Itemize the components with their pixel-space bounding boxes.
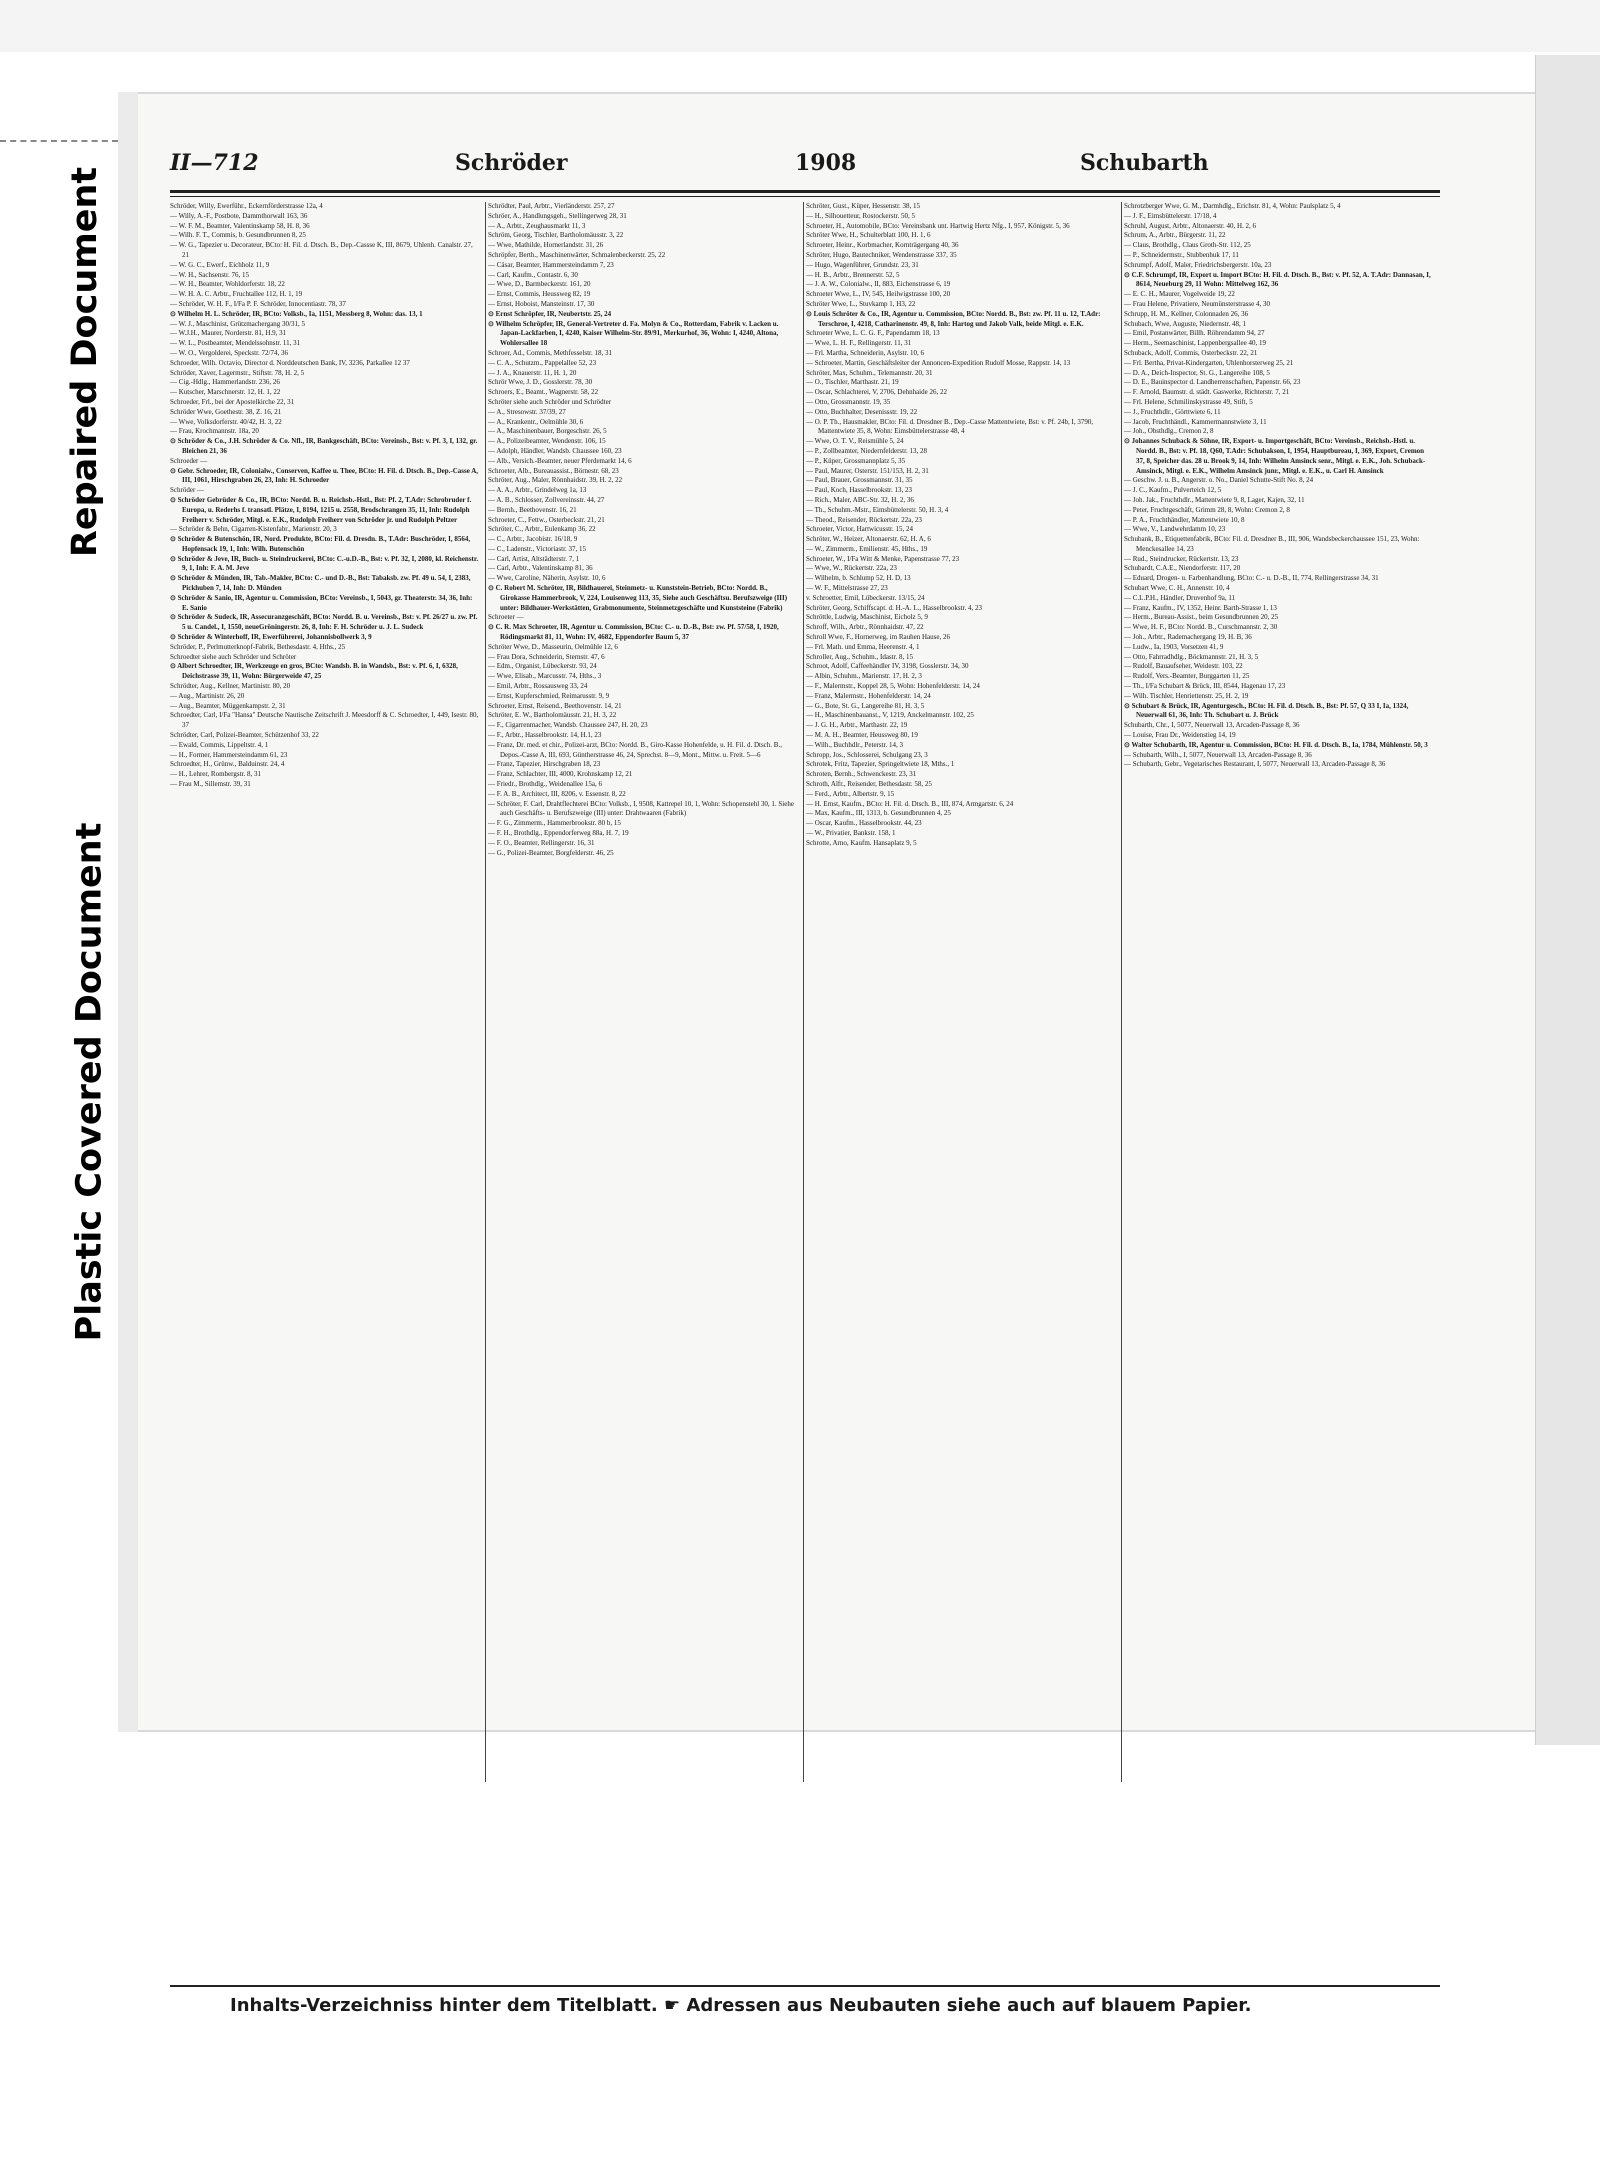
directory-entry: — F. A. B., Architect, III, 8206, v. Essenstr. 8, 22 xyxy=(488,789,626,798)
directory-entry: — E. C. H., Maurer, Vogelweide 19, 22 xyxy=(1124,290,1235,299)
directory-entry: Schroten, Bernh., Schwenckestr. 23, 31 xyxy=(806,770,917,779)
directory-entry: — Paul, Brauer, Grossmannstr. 31, 35 xyxy=(806,476,913,485)
directory-entry: — Cäsar, Beamter, Hammersteindamm 7, 23 xyxy=(488,260,614,269)
column-4 xyxy=(1124,202,1434,1992)
directory-entry: — Joh., Arbtr., Rademachergang 19, H. B, 36 xyxy=(1124,633,1252,642)
directory-entry: ⊙ Albert Schroedter, IR, Werkzeuge en gros, BCto: Wandsb. B. in Wandsb., Bst: v. Pf. 6, I, 6328, Deichstrasse 39, 11, Wohn: Bürgerweide 47, 25 xyxy=(170,662,458,681)
directory-entry: — F., Cigarrenmacher, Wandsb. Chaussee 247, H. 20, 23 xyxy=(488,721,648,730)
directory-entry: — Wwe, V., Landwehrdamm 10, 23 xyxy=(1124,525,1226,534)
directory-entry: Schroedter siehe auch Schröder und Schröter xyxy=(170,652,297,661)
directory-entry: — W. H., Sachsenstr. 76, 15 xyxy=(170,270,249,279)
directory-entry: — Paul, Koch, Hasselbrookstr. 13, 23 xyxy=(806,486,912,495)
directory-entry: — Max, Kaufm., III, 1313, b. Gesundbrunnen 4, 25 xyxy=(806,809,951,818)
directory-entry: — Franz, Dr. med. et chir., Polizei-arzt, BCto: Nordd. B., Giro-Kasse Hohenfelde, u. H. Fil. d. Dtsch. B., Depos.-Casse A, III, 693, Güntherstrasse 46, 24, Sprechst. 8—9, Mont., Mittw. u. Freit. 5—6 xyxy=(488,740,782,759)
directory-entry: — A. A., Arbtr., Grindelweg 1a, 13 xyxy=(488,486,587,495)
directory-entry: Schröer, A., Handlungsgeh., Stellingerweg 28, 31 xyxy=(488,211,627,220)
directory-entry: — Rudolf, Vers.-Beamter, Burggarten 11, 25 xyxy=(1124,672,1250,681)
directory-entry: — W., Zimmerm., Emilienstr. 45, Hths., 19 xyxy=(806,544,928,553)
directory-entry: Schrör Wwe, J. D., Gosslerstr. 78, 30 xyxy=(488,378,593,387)
directory-entry: — Herm., Seemaschinist, Lappenbergsallee 40, 19 xyxy=(1124,339,1266,348)
directory-entry: — D. E., Bauinspector d. Landherrenschaften, Papenstr. 66, 23 xyxy=(1124,378,1301,387)
directory-entry: — Louise, Frau Dr., Weidenstieg 14, 19 xyxy=(1124,731,1236,740)
directory-entry: ⊙ Johannes Schuback & Söhne, IR, Export- u. Importgeschäft, BCto: Vereinsb., Reichsb.-Hstl. u. Nordd. B., Bst: v. Pf. 18, Q60, T.Adr: Schubakson, I, 1954, Hauptbureau, I, 369, Export, Cremon 37, 8, Speicher das. 28 u. Brook 9, 14, Inh: Wilhelm Amsinck senr., Mitgl. e. E.K., Joh. Schuback-Amsinck, Mitgl. e. E.K., Wilhelm Amsinck junr., Mitgl. e. E.K., u. Carl H. Amsinck xyxy=(1124,437,1426,475)
directory-entry: ⊙ Schröder & Münden, IR, Tab.-Makler, BCto: C.- und D.-B., Bst: Tabaksb. zw. Pf. 49 u. 54, I, 2383, Pickhuben 7, 14, Inh: D. Münden xyxy=(170,574,471,593)
directory-columns xyxy=(170,202,1440,1992)
directory-entry: — Ferd., Arbtr., Albertstr. 9, 15 xyxy=(806,789,895,798)
plastic-covered-document-label: Plastic Covered Document xyxy=(69,822,110,1342)
directory-entry: — J. A. W., Colonialw., II, 883, Eichenstrasse 6, 19 xyxy=(806,280,951,289)
directory-entry: — H., Former, Hammersteindamm 61, 23 xyxy=(170,750,288,759)
directory-entry: Schroot, Adolf, Caffeehändler IV, 3198, Gosslerstr. 34, 30 xyxy=(806,662,969,671)
directory-entry: — C., Arbtr., Jacobistr. 16/18, 9 xyxy=(488,535,578,544)
directory-entry: — Frl. Math. und Emma, Heerenstr. 4, 1 xyxy=(806,642,920,651)
directory-entry: — F., Malermstr., Koppel 28, 5, Wohn: Hohenfelderstr. 14, 24 xyxy=(806,682,980,691)
directory-entry: — Frau Helene, Privatiere, Neumünsterstrasse 4, 30 xyxy=(1124,299,1270,308)
directory-entry: — D. A., Deich-Inspector, St. G., Langereihe 108, 5 xyxy=(1124,368,1270,377)
directory-entry: — F., Arbtr., Hasselbrookstr. 14, H.1, 23 xyxy=(488,731,602,740)
directory-entry: — H. Ernst, Kaufm., BCto: H. Fil. d. Dtsch. B., III, 874, Armgartstr. 6, 24 xyxy=(806,799,1014,808)
directory-entry: — A., Arbtr., Zeughausmarkt 11, 3 xyxy=(488,221,586,230)
directory-entry: Schrotzberger Wwe, G. M., Darmhdlg., Erichstr. 81, 4, Wohn: Paulsplatz 5, 4 xyxy=(1124,202,1341,210)
directory-entry: — Willy, A.-F., Postbote, Dammthorwall 163, 36 xyxy=(170,211,308,220)
directory-entry: Schrumpf, Adolf, Maler, Friedrichsbergerstr. 10a, 23 xyxy=(1124,260,1272,269)
directory-entry: — J. F., Eimsbüttelerstr. 17/18, 4 xyxy=(1124,211,1217,220)
directory-entry: — G., Bote, St. G., Langereihe 81, H. 3, 5 xyxy=(806,701,925,710)
directory-entry: — Th., I/Fa Schubart & Brück, III, 8544, Hagenau 17, 23 xyxy=(1124,682,1286,691)
directory-entry: — Wwe, W., Rückertstr. 22a, 23 xyxy=(806,564,897,573)
directory-entry: — Wilhelm, b. Schlump 52, H. D, 13 xyxy=(806,574,911,583)
directory-entry: — C. A., Schutzm., Pappelallee 52, 23 xyxy=(488,358,597,367)
directory-entry: — O. P. Th., Hausmakler, BCto: Fil. d. Dresdner B., Dep.-Casse Mattentwiete, Bst: v. Pf. 24b, I, 3790, Mattentwiete 35, 8, Wohn: Eimsbüttelerstrasse 48, 4 xyxy=(806,417,1094,436)
directory-entry: — W. F., Mittelstrasse 27, 23 xyxy=(806,584,888,593)
directory-entry: — Wwe, H. F., BCto: Nordd. B., Curschmannstr. 2, 30 xyxy=(1124,623,1278,632)
footer-rule xyxy=(170,1985,1440,1987)
directory-entry: — Aug., Beamter, Müggenkampstr. 2, 31 xyxy=(170,701,286,710)
directory-entry: — A., Maschinenbauer, Borgeschstr. 26, 5 xyxy=(488,427,607,436)
directory-entry: — Franz, Kaufm., IV, 1352, Heinr. Barth-Strasse 1, 13 xyxy=(1124,603,1277,612)
directory-entry: — Th., Schuhm.-Mstr., Eimsbüttelerstr. 50, H. 3, 4 xyxy=(806,505,949,514)
directory-entry: Schroeter, W., I/Fa Witt & Menke, Papenstrasse 77, 23 xyxy=(806,554,960,563)
directory-entry: ⊙ Walter Schubarth, IR, Agentur u. Commission, BCto: H. Fil. d. Dtsch. B., Ia, 1784, Mühlenstr. 50, 3 xyxy=(1124,740,1428,749)
directory-entry: — Franz, Schlachter, III, 4000, Krohnskamp 12, 21 xyxy=(488,770,633,779)
directory-entry: — Peter, Fruchtgeschäft, Grimm 28, 8, Wohn: Cremon 2, 8 xyxy=(1124,505,1290,514)
directory-entry: ⊙ Schröder & Jeve, IR, Buch- u. Steindruckerei, BCto: C.-u.D.-B., Bst: v. Pf. 32, I, 2080, kl. Reichenstr. 9, 1, Inh: F. A. M. Jeve xyxy=(170,554,479,573)
footer-note: Inhalts-Verzeichniss hinter dem Titelblatt. ☛ Adressen aus Neubauten siehe auch auf blauem Papier. xyxy=(230,1995,1252,2016)
directory-entry: — Frl. Martha, Schneiderin, Asylstr. 10, 6 xyxy=(806,348,925,357)
directory-entry: — Oscar, Schlachterei, V, 2706, Dehnhaide 26, 22 xyxy=(806,388,947,397)
directory-entry: — Albin, Schuhm., Marienstr. 17, H. 2, 3 xyxy=(806,672,922,681)
directory-entry: — P., Küper, Grossmannplatz 5, 35 xyxy=(806,456,906,465)
directory-entry: Schröter Wwe, L., Stuvkamp 1, H3, 22 xyxy=(806,299,916,308)
column-2 xyxy=(488,202,798,1992)
page-header xyxy=(170,150,1440,186)
directory-entry: — Ernst, Hoboist, Mansteinstr. 17, 30 xyxy=(488,299,595,308)
directory-entry: — P. A., Fruchthändler, Mattentwiete 10, 8 xyxy=(1124,515,1245,524)
directory-entry: Schuback, Adolf, Commis, Osterbeckstr. 22, 21 xyxy=(1124,348,1258,357)
directory-entry: — Schubarth, Wilh., I, 5077, Neuerwall 13, Arcaden-Passage 8, 36 xyxy=(1124,750,1312,759)
directory-entry: — Carl, Kaufm., Contastr. 6, 30 xyxy=(488,270,578,279)
directory-entry: — C.L.P.H., Händler, Druvenhof 9a, 11 xyxy=(1124,593,1236,602)
directory-entry: Schrupp, H. M., Kellner, Colonnaden 26, 36 xyxy=(1124,309,1249,318)
directory-entry: Schubank, B., Etiquettenfabrik, BCto: Fil. d. Dresdner B., III, 906, Wandsbeckerchaussee 151, 23, Wohn: Menckesallee 14, 23 xyxy=(1124,535,1420,553)
directory-entry: — W.J.H., Maurer, Norderstr. 81, H.9, 31 xyxy=(170,329,287,338)
directory-entry: Schroll Wwe, F., Hornerweg, im Rauhen Hause, 26 xyxy=(806,633,950,642)
directory-entry: Schroeter, H., Automobile, BCto: Vereinsbank unt. Hartwig Hertz Nfg., I, 957, Königstr. 5, 36 xyxy=(806,221,1070,230)
directory-entry: Schroeter — xyxy=(488,613,524,622)
directory-entry: — Wwe, Volksdorferstr. 40/42, H. 3, 22 xyxy=(170,417,282,426)
directory-entry: — J. C., Kaufm., Pulverteich 12, 5 xyxy=(1124,486,1222,495)
directory-entry: — Wilh., Buchhdlr., Peterstr. 14, 3 xyxy=(806,740,904,749)
directory-entry: — Oscar, Kaufm., Hasselbrookstr. 44, 23 xyxy=(806,819,922,828)
directory-entry: — Franz, Tapezier, Hirschgraben 18, 23 xyxy=(488,760,601,769)
directory-entry: — Wwe, D., Barmbeckerstr. 161, 20 xyxy=(488,280,591,289)
column-divider xyxy=(485,202,486,1782)
directory-entry: Schroers, E., Beamt., Wagnerstr. 58, 22 xyxy=(488,388,599,397)
directory-entry: Schröter, E. W., Bartholomäusstr. 21, H. 3, 22 xyxy=(488,711,617,720)
directory-entry: — H., Silhouetteur, Rostockerstr. 50, 5 xyxy=(806,211,915,220)
directory-entry: ⊙ Schröder & Sudeck, IR, Assecuranzgeschäft, BCto: Nordd. B. u. Vereinsb., Bst: v. Pf. 26/27 u. zw. Pf. 5 u. Candel., I, 1550, neueGröningerstr. 26, 8, Inh: F. H. Schröder u. J. L. Sudeck xyxy=(170,613,478,632)
directory-entry: — O., Tischler, Marthastr. 21, 19 xyxy=(806,378,899,387)
directory-entry: ⊙ Schröder & Butenschön, IR, Nord. Produkte, BCto: Fil. d. Dresdn. B., T.Adr: Buschröder, I, 8564, Hopfensack 19, 1, Inh: Wilh. Butenschön xyxy=(170,535,471,553)
directory-entry: Schrödter, Carl, Polizei-Beamter, Schützenhof 33, 22 xyxy=(170,731,319,740)
directory-entry: ⊙ Schröder & Co., J.H. Schröder & Co. Nfl., IR, Bankgeschäft, BCto: Vereinsb., Bst: v. Pf. 3, I, 132, gr. Bleichen 21, 36 xyxy=(170,437,478,455)
directory-entry: — G., Polizei-Beamter, Borgfelderstr. 46, 25 xyxy=(488,848,614,857)
directory-entry: ⊙ C. Robert M. Schröter, IR, Bildhauerei, Steinmetz- u. Kunststein-Betrieb, BCto: Nordd. B., Girokasse Hammerbrook, V, 224, Louisenweg 113, 35, Siehe auch Geschäftsu. Berufszweige (III) unter: Bildhauer-Werkstätten, Grabmonumente, Steinmetzgeschäfte und Kunststeine (Fabrik) xyxy=(488,584,788,612)
directory-entry: — Joh. Jak., Fruchthdlr., Mattentwiete 9, 8, Lager, Kajen, 32, 11 xyxy=(1124,495,1305,504)
directory-entry: ⊙ Gebr. Schroeder, IR, Colonialw., Conserven, Kaffee u. Thee, BCto: H. Fil. d. Dtsch. B., Dep.-Casse A, III, 1061, Hirschgraben 26, 23, Inh: H. Schroeder xyxy=(170,466,479,485)
directory-entry: — W. F. M., Beamter, Valentinskamp 58, H. 8, 36 xyxy=(170,221,310,230)
directory-entry: Schubach, Wwe, Auguste, Niedernstr. 48, 1 xyxy=(1124,319,1246,328)
directory-entry: — Emil, Postanwärter, Billh. Röhrendamm 94, 27 xyxy=(1124,329,1265,338)
directory-entry: ⊙ Ernst Schröpfer, IR, Neubertstr. 25, 24 xyxy=(488,309,612,318)
directory-entry: — C., Ladenstr., Victoriastr. 37, 15 xyxy=(488,544,587,553)
directory-entry: Schroeter, Alb., Bureauassist., Börnestr. 68, 23 xyxy=(488,466,619,475)
header-rule-thick xyxy=(170,190,1440,193)
directory-entry: — W. J., Maschinist, Grützmachergang 30/31, 5 xyxy=(170,319,305,328)
directory-entry: Schröter Wwe, H., Schulterblatt 100, H. 1, 6 xyxy=(806,231,931,240)
directory-entry: — Adolph, Händler, Wandsb. Chaussee 160, 23 xyxy=(488,446,622,455)
directory-entry: — Schröder, W. H. F., I/Fa P. F. Schröder, Innocentiastr. 78, 37 xyxy=(170,299,346,308)
directory-entry: — F. G., Zimmerm., Hammerbrookstr. 80 b, 15 xyxy=(488,819,621,828)
directory-entry: Schröder, P., Perlmutterknopf-Fabrik, Bethesdastr. 4, Hths., 25 xyxy=(170,642,346,651)
directory-entry: Schröter, Gust., Küper, Hessenstr. 38, 15 xyxy=(806,202,920,210)
scan-top-shade xyxy=(0,0,1600,52)
directory-entry: — A., Stresowstr. 37/39, 27 xyxy=(488,407,566,416)
directory-entry: Schröder, Willy, Ewerführ., Eckernförderstrasse 12a, 4 xyxy=(170,202,323,210)
directory-entry: Schrotte, Arno, Kaufm. Hansaplatz 9, 5 xyxy=(806,838,917,847)
directory-entry: Schroeter, Ernst, Reisend., Beethovenstr. 14, 21 xyxy=(488,701,622,710)
page-binding-edge xyxy=(118,92,138,1732)
directory-entry: — Alb., Versich.-Beamter, neuer Pferdemarkt 14, 6 xyxy=(488,456,632,465)
directory-entry: Schubart Wwe, C. H., Annenstr. 10, 4 xyxy=(1124,584,1230,593)
directory-entry: ⊙ C.F. Schrumpf, IR, Export u. Import BCto: H. Fil. d. Dtsch. B., Bst: v. Pf. 52, A. T.Adr: Dannasan, I, 8614, Neueburg 29, 11 Wohn: Mittelweg 162, 36 xyxy=(1124,270,1431,289)
page-number: II—712 xyxy=(170,150,259,176)
directory-entry: Schröter, W., Heizer, Altonaerstr. 62, H. A, 6 xyxy=(806,535,931,544)
directory-entry: Schröttle, Ludwig, Maschinist, Eicholz 5, 9 xyxy=(806,613,928,622)
directory-entry: — A. B., Schlosser, Zollvereinsstr. 44, 27 xyxy=(488,495,605,504)
directory-entry: — Ewald, Commis, Lippeltstr. 4, 1 xyxy=(170,740,269,749)
directory-entry: Schroeter, C., Fettw., Osterbeckstr. 21, 21 xyxy=(488,515,605,524)
directory-entry: — Frau M., Sillemstr. 39, 31 xyxy=(170,780,251,789)
directory-entry: — Edm., Organist, Lübeckerstr. 93, 24 xyxy=(488,662,597,671)
directory-entry: Schröpfer, Berth., Maschinenwärter, Schmalenbeckerstr. 25, 22 xyxy=(488,250,666,259)
directory-entry: ⊙ Schröder & Sanio, IR, Agentur u. Commission, BCto: Vereinsb., I, 5043, gr. Theaterstr. 34, 36, Inh: E. Sanio xyxy=(170,593,473,612)
directory-entry: — Schröter, F. Carl, Drahtflechterei BCto: Volksb., I, 9508, Kattrepel 10, 1, Wohn: Schopenstehl 30, 1. Siehe auch Geschäfts- u. Berufszweige (III) unter: Drahtwaaren (Fabrik) xyxy=(488,799,794,818)
column-1 xyxy=(170,202,480,1992)
directory-entry: Schröter, Georg, Schiffscapt. d. H.-A. L., Hasselbrookstr. 4, 23 xyxy=(806,603,982,612)
directory-entry: Schröter, Hugo, Bautechniker, Wendenstrasse 337, 35 xyxy=(806,250,957,259)
directory-entry: — Herm., Bureau-Assist., beim Gesundbrunnen 20, 25 xyxy=(1124,613,1279,622)
directory-entry: Schrum, A., Arbtr., Bürgerstr. 11, 22 xyxy=(1124,231,1226,240)
directory-entry: — Schröder & Behn, Cigarren-Kistenfabr., Marienstr. 20, 3 xyxy=(170,525,337,534)
directory-entry: — Schubarth, Gebr., Vegetarisches Restaurant, I, 5077, Neuerwall 13, Arcaden-Passage 8, 36 xyxy=(1124,760,1386,769)
directory-entry: Schroeder — xyxy=(170,456,208,465)
directory-entry: — Wwe, O. T. V., Reismühle 5, 24 xyxy=(806,437,904,446)
directory-entry: Schroeter Wwe, L., IV, 545, Heilwigstrasse 100, 20 xyxy=(806,290,951,299)
directory-entry: Schroeter, Heinr., Korbmacher, Kornträgergang 40, 36 xyxy=(806,241,959,250)
header-name-from: Schröder xyxy=(455,150,568,176)
directory-entry: Schroedter, Carl, I/Fa "Hansa" Deutsche Nautische Zeitschrift J. Meesdorff & C. Schroedter, I, 449, Isestr. 80, 37 xyxy=(170,711,479,730)
directory-entry: — Aug., Martinistr. 26, 20 xyxy=(170,691,245,700)
directory-entry: Schröder — xyxy=(170,486,205,495)
directory-entry: — W. L., Postbeamter, Mendelssohnstr. 11, 31 xyxy=(170,339,301,348)
directory-entry: — J. G. H., Arbtr., Marthastr. 22, 19 xyxy=(806,721,908,730)
directory-entry: — Emil, Arbtr., Rossausweg 33, 24 xyxy=(488,682,588,691)
directory-entry: ⊙ Schröder Gebrüder & Co., IR, BCto: Nordd. B. u. Reichsb.-Hstl., Bst: Pf. 2, T.Adr: Schrobruder f. Europa, u. Rederhs f. transatl. Plätze, I, 8194, 1215 u. 2558, Brodschrangen 35, 11, Inh: Rudolph Freiherr v. Schröder, Mitgl. e. E.K., Rudolph Freiherr von Schröder jr. und Rudolph Peltzer xyxy=(170,495,472,524)
directory-entry: Schropp, Jos., Schlosserei, Schulgang 23, 3 xyxy=(806,750,928,759)
directory-entry: — W. G., Tapezier u. Decorateur, BCto: H. Fil. d. Dtsch. B., Dep.-Cassse K, III, 8679, Uhlenh. Canalstr. 27, 21 xyxy=(170,241,473,259)
directory-entry: Schröter, Max, Schuhm., Telemannstr. 20, 31 xyxy=(806,368,933,377)
directory-entry: — Friedr., Brothdlg., Weidenallee 15a, 6 xyxy=(488,780,603,789)
directory-entry: — Ludw., Ia, 1903, Vorsetzen 41, 9 xyxy=(1124,642,1224,651)
directory-entry: — Geschw. J. u. B., Angerstr. o. No., Daniel Schutte-Stift No. 8, 24 xyxy=(1124,476,1314,485)
directory-entry: — F. Arnold, Baumstr. d. städt. Gaswerke, Richterstr. 7, 21 xyxy=(1124,388,1290,397)
directory-entry: — Otto, Fahrradhdlg., Böckmannstr. 21, H. 3, 5 xyxy=(1124,652,1259,661)
directory-entry: — Wilh. Tischler, Henriettenstr. 25, H. 2, 19 xyxy=(1124,691,1249,700)
directory-entry: ⊙ Schubart & Brück, IR, Agenturgesch., BCto: H. Fil. d. Dtsch. B., Bst: Pf. 57, Q 33 I, Ia, 1324, Neuerwall 61, 36, Inh: Th. Schubart u. J. Brück xyxy=(1124,701,1409,720)
directory-entry: Schrödter, Aug., Kellner, Martinistr. 80, 20 xyxy=(170,682,291,691)
directory-entry: — H., Lehrer, Rombergstr. 8, 31 xyxy=(170,770,261,779)
directory-entry: — Otto, Buchhalter, Desenissstr. 19, 22 xyxy=(806,407,918,416)
directory-entry: — Frl. Bertha, Privat-Kindergarten, Uhlenhorsterweg 25, 21 xyxy=(1124,358,1294,367)
directory-entry: Schrotek, Fritz, Tapezier, Springeltwiete 18, Mths., 1 xyxy=(806,760,955,769)
directory-entry: — Wwe, Elisab., Marcusstr. 74, Hths., 3 xyxy=(488,672,602,681)
directory-entry: Schrödter, Paul, Arbtr., Vierländerstr. 257, 27 xyxy=(488,202,615,210)
directory-entry: — J., Fruchthdlr., Görttwiete 6, 11 xyxy=(1124,407,1221,416)
directory-entry: — Wilh. F. T., Commis, b. Gesundbrunnen 8, 25 xyxy=(170,231,306,240)
directory-entry: — A., Polizeibeamter, Wendenstr. 106, 15 xyxy=(488,437,606,446)
directory-entry: — Kutscher, Marschnerstr. 12, H. 1, 22 xyxy=(170,388,281,397)
directory-entry: — Frau Dora, Schneiderin, Sternstr. 47, 6 xyxy=(488,652,605,661)
directory-entry: — Jacob, Fruchthändl., Kammermannstwiete 3, 11 xyxy=(1124,417,1267,426)
directory-entry: — Eduard, Drogen- u. Farbenhandlung, BCto: C.- u. D.-B., II, 774, Rellingerstrasse 34, 31 xyxy=(1124,574,1379,583)
directory-entry: — Carl, Artist, Altstädterstr. 7, 1 xyxy=(488,554,580,563)
directory-entry: — Carl, Arbtr., Valentinskamp 81, 36 xyxy=(488,564,593,573)
directory-entry: Schröter, Aug., Maler, Rönnhaidstr. 39, H. 2, 22 xyxy=(488,476,623,485)
directory-entry: — Schroeter, Martin, Geschäftsleiter der Annoncen-Expedition Rudolf Mosse, Rappstr. 14, 13 xyxy=(806,358,1071,367)
repaired-document-label: Repaired Document xyxy=(65,166,106,558)
directory-entry: Schroeder, Wilh. Octavio, Director d. Norddeutschen Bank, IV, 3236, Parkallee 12 37 xyxy=(170,358,410,367)
directory-entry: — Frl. Helene, Schmilinskystrasse 49, Stift, 5 xyxy=(1124,397,1253,406)
directory-entry: Schröter siehe auch Schröder und Schrödter xyxy=(488,397,612,406)
directory-entry: — W. H., Beamter, Wohldorferstr. 18, 22 xyxy=(170,280,285,289)
directory-entry: — F. H., Brothdlg., Eppendorferweg 88a, H. 7, 19 xyxy=(488,829,629,837)
directory-entry: — M. A. H., Beamter, Heussweg 80, 19 xyxy=(806,731,918,740)
directory-entry: Schröm, Georg, Tischler, Bartholomäusstr. 3, 22 xyxy=(488,231,624,240)
directory-entry: Schubarth, Chr., I, 5077, Neuerwall 13, Arcaden-Passage 8, 36 xyxy=(1124,721,1300,730)
side-labels xyxy=(0,52,110,1682)
directory-entry: — Otto, Grossmannstr. 19, 35 xyxy=(806,397,891,406)
directory-entry: — W. H. A. C. Arbtr., Fruchtallee 112, H. 1, 19 xyxy=(170,290,303,299)
directory-entry: — Wwe, Mathilde, Hornerlandstr. 31, 26 xyxy=(488,241,604,250)
directory-entry: — Bernh., Beethovenstr. 16, 21 xyxy=(488,505,577,514)
directory-entry: — W. G. C., Ewerf., Eichholz 11, 9 xyxy=(170,260,270,269)
directory-entry: Schroth, Alfr., Reisender, Bethesdastr. 58, 25 xyxy=(806,780,932,789)
directory-entry: — Ernst, Kupferschmied, Reimarusstr. 9, 9 xyxy=(488,691,610,700)
directory-entry: Schröter, C., Arbtr., Eulenkamp 36, 22 xyxy=(488,525,596,534)
directory-entry: — Rud., Steindrucker, Rückertstr. 13, 23 xyxy=(1124,554,1239,563)
directory-entry: Schroedter, H., Grünw., Balduinstr. 24, 4 xyxy=(170,760,285,769)
directory-entry: — P., Zollbeamter, Niedernfelderstr. 13, 28 xyxy=(806,446,928,455)
directory-entry: — Rich., Maler, ABC-Str. 32, H. 2, 36 xyxy=(806,495,914,504)
directory-entry: ⊙ Schröder & Winterhoff, IR, Ewerführerei, Johannisbollwerk 3, 9 xyxy=(170,633,372,642)
header-year: 1908 xyxy=(795,150,857,176)
page-right-edge xyxy=(1535,55,1600,1745)
directory-entry: Schroeter, Victor, Hartwicusstr. 15, 24 xyxy=(806,525,913,534)
directory-entry: ⊙ Wilhelm H. L. Schröder, IR, BCto: Volksb., Ia, 1151, Messberg 8, Wohn: das. 13, 1 xyxy=(170,309,423,318)
directory-entry: — Claus, Brothdlg., Claus Groth-Str. 112, 25 xyxy=(1124,241,1251,250)
directory-entry: Schroer, Ad., Commis, Methfesselstr. 18, 31 xyxy=(488,348,612,357)
directory-entry: — H., Maschinenbauanst., V, 1219, Anckelmannstr. 102, 25 xyxy=(806,711,974,720)
directory-entry: — P., Schneidermstr., Stubbenhuk 17, 11 xyxy=(1124,250,1239,259)
directory-entry: ⊙ Wilhelm Schröpfer, IR, General-Vertreter d. Fa. Molyn & Co., Rotterdam, Fabrik v. Lacken u. Japan-Lackfarben, I, 4240, Kaiser Wilhelm-Str. 89/91, Merkurhof, 36, Wohn: I, 4240, Altona, Wohlersallee 18 xyxy=(488,319,779,348)
directory-entry: — H. B., Arbtr., Brennerstr. 52, 5 xyxy=(806,270,900,279)
directory-entry: ⊙ C. R. Max Schroeter, IR, Agentur u. Commission, BCto: C.- u. D.-B., Bst: zw. Pf. 57/58, I, 1920, Rödingsmarkt 81, 11, Wohn: IV, 4682, Eppendorfer Baum 5, 37 xyxy=(488,623,779,642)
directory-entry: Schroff, Wilh., Arbtr., Rönnhaidstr. 47, 22 xyxy=(806,623,924,632)
column-divider xyxy=(803,202,804,1782)
directory-entry: — Ernst, Commis, Heussweg 82, 19 xyxy=(488,290,591,299)
directory-entry: — W. O., Vergolderei, Speckstr. 72/74, 36 xyxy=(170,348,288,357)
directory-entry: — W., Privatier, Bankstr. 158, 1 xyxy=(806,829,896,837)
directory-entry: Schröder Wwe, Goethestr. 38, Z. 16, 21 xyxy=(170,407,282,416)
directory-entry: — J. A., Knauerstr. 11, H. 1, 20 xyxy=(488,368,577,377)
column-divider xyxy=(1121,202,1122,1782)
directory-entry: — Joh., Obsthdlg., Cremon 2, 8 xyxy=(1124,427,1214,436)
directory-entry: v. Schroetter, Emil, Lübeckerstr. 13/15, 24 xyxy=(806,593,925,602)
directory-entry: — A., Krankentr., Oelmühle 30, 6 xyxy=(488,417,584,426)
directory-entry: ⊙ Louis Schröter & Co., IR, Agentur u. Commission, BCto: Nordd. B., Bst: zw. Pf. 11 u. 12, T.Adr: Terschroe, I, 4218, Catharinenstr. 49, 8, Inh: Hartog und Jakob Valk, beide Mitgl. e. E.K. xyxy=(806,309,1101,328)
directory-entry: Schroller, Aug., Schuhm., Idastr. 8, 15 xyxy=(806,652,914,661)
directory-entry: — Theod., Reisender, Rückertstr. 22a, 23 xyxy=(806,515,922,524)
column-3 xyxy=(806,202,1116,1992)
directory-entry: — Frau, Krochmannstr. 18a, 20 xyxy=(170,427,259,436)
directory-entry: Schruhl, August, Arbtr., Altonaerstr. 40, H. 2, 6 xyxy=(1124,221,1257,230)
header-name-to: Schubarth xyxy=(1080,150,1209,176)
directory-entry: — Wwe, Caroline, Näherin, Asylstr. 10, 6 xyxy=(488,574,606,583)
directory-entry: Schroeder, Frl., bei der Apostelkirche 22, 31 xyxy=(170,397,295,406)
directory-entry: — Hugo, Wagenführer, Grundstr. 23, 31 xyxy=(806,260,919,269)
directory-entry: — Rudolf, Bauaufseher, Weidestr. 103, 22 xyxy=(1124,662,1243,671)
directory-entry: — Paul, Maurer, Osterstr. 151/153, H. 2, 31 xyxy=(806,466,929,475)
directory-entry: Schröder, Xaver, Lagermstr., Stiftstr. 78, H. 2, 5 xyxy=(170,368,305,377)
directory-entry: Schroeter Wwe, L. C. G. F., Papendamm 18, 13 xyxy=(806,329,940,338)
directory-entry: — F. O., Beamter, Rellingerstr. 16, 31 xyxy=(488,838,595,847)
directory-entry: — Franz, Malermstr., Hohenfelderstr. 14, 24 xyxy=(806,691,931,700)
directory-entry: Schröter Wwe, D., Masseurin, Oelmühle 12, 6 xyxy=(488,642,618,651)
directory-entry: — Cig.-Hdlg., Hammerlandstr. 236, 26 xyxy=(170,378,280,387)
directory-entry: — Wwe, L. H. F., Rellingerstr. 11, 31 xyxy=(806,339,912,348)
directory-entry: Schubardt, C.A.E., Niendorferstr. 117, 20 xyxy=(1124,564,1241,573)
header-rule-thin xyxy=(170,196,1440,197)
